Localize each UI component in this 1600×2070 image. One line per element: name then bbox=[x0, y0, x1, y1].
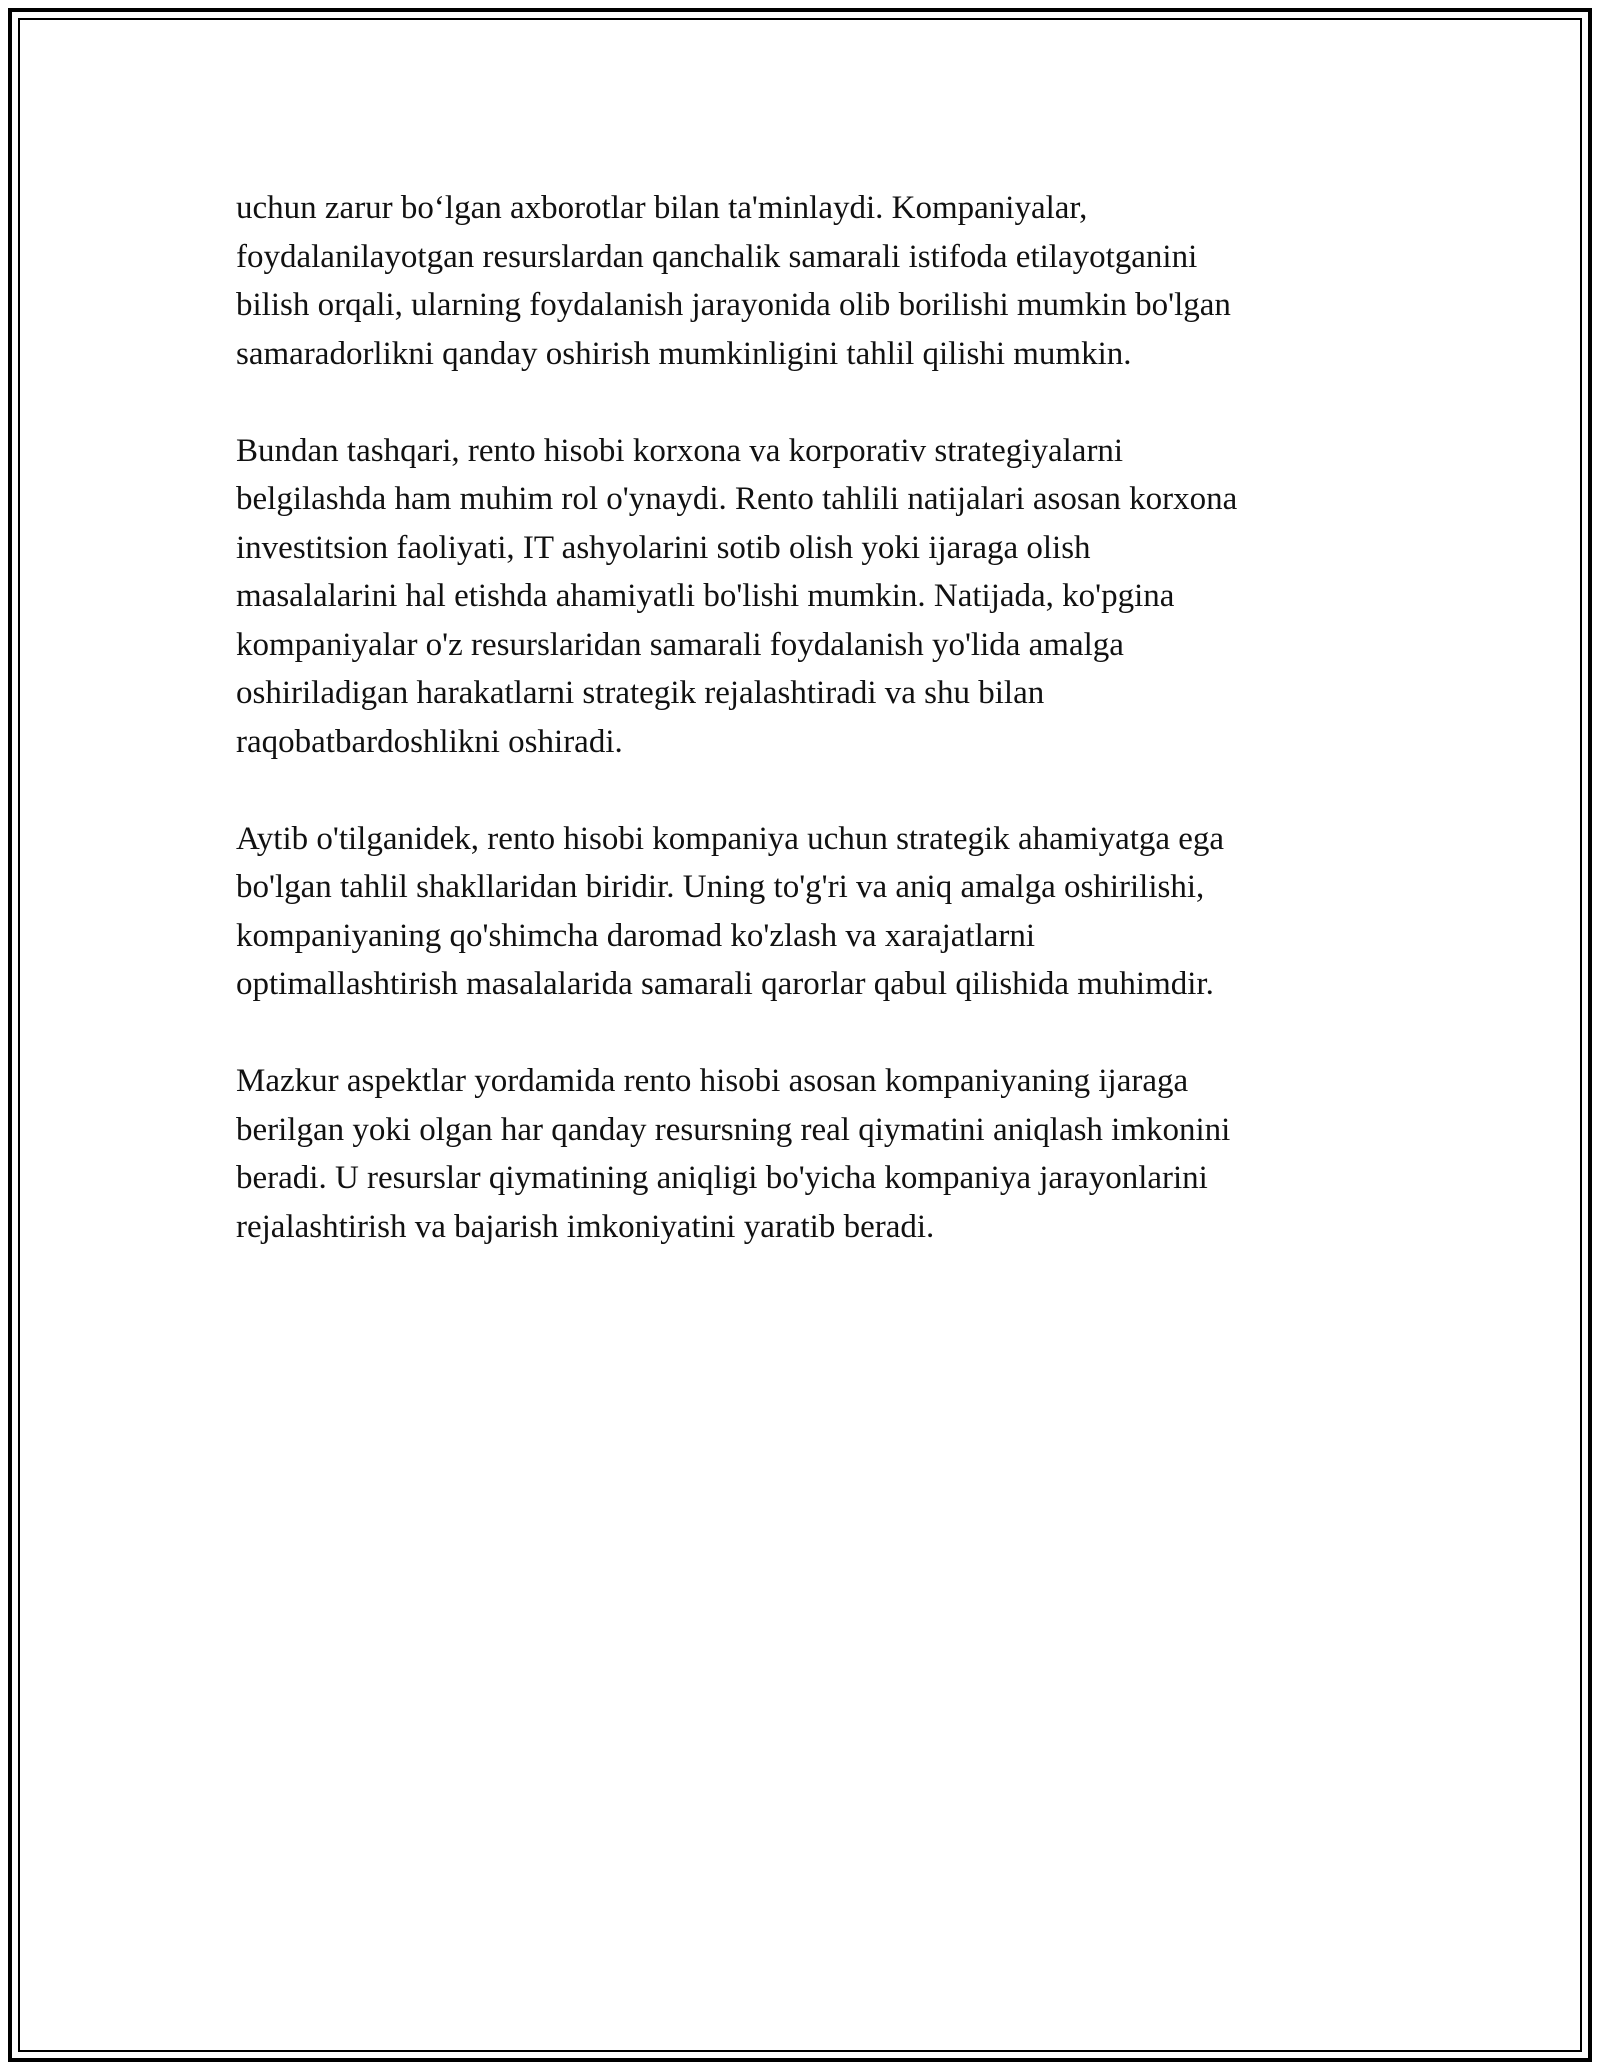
text-line: Bundan tashqari, rento hisobi korxona va korporativ strategiyalarni bbox=[236, 432, 1124, 469]
document-body bbox=[236, 184, 1376, 1300]
text-line: kompaniyaning qo'shimcha daromad ko'zlash va xarajatlarni bbox=[236, 917, 1036, 954]
text-line: bo'lgan tahlil shakllaridan biridir. Uning to'g'ri va aniq amalga oshirilishi, bbox=[236, 869, 1205, 905]
text-line: rejalashtirish va bajarish imkoniyatini yaratib beradi. bbox=[236, 1208, 935, 1245]
text-line: belgilashda ham muhim rol o'ynaydi. Rento tahlili natijalari asosan korxona bbox=[236, 481, 1238, 517]
text-line: samaradorlikni qanday oshirish mumkinligini tahlil qilishi mumkin. bbox=[236, 335, 1132, 372]
paragraph-4 bbox=[236, 1057, 1376, 1251]
paragraph-1 bbox=[236, 184, 1376, 378]
text-line: raqobatbardoshlikni oshiradi. bbox=[236, 723, 623, 760]
text-line: Mazkur aspektlar yordamida rento hisobi asosan kompaniyaning ijaraga bbox=[236, 1063, 1189, 1099]
text-line: investitsion faoliyati, IT ashyolarini sotib olish yoki ijaraga olish bbox=[236, 529, 1091, 566]
text-line: beradi. U resurslar qiymatining aniqligi bo'yicha kompaniya jarayonlarini bbox=[236, 1160, 1208, 1196]
text-line: oshiriladigan harakatlarni strategik rejalashtiradi va shu bilan bbox=[236, 675, 1045, 711]
text-line: bilish orqali, ularning foydalanish jarayonida olib borilishi mumkin bo'lgan bbox=[236, 287, 1231, 323]
text-line: foydalanilayotgan resurslardan qanchalik samarali istifoda etilayotganini bbox=[236, 238, 1198, 275]
paragraph-2 bbox=[236, 427, 1376, 767]
text-line: masalalarini hal etishda ahamiyatli bo'lishi mumkin. Natijada, ko'pgina bbox=[236, 578, 1175, 614]
text-line: kompaniyalar o'z resurslaridan samarali foydalanish yo'lida amalga bbox=[236, 626, 1124, 663]
text-line: optimallashtirish masalalarida samarali qarorlar qabul qilishida muhimdir. bbox=[236, 966, 1214, 1002]
paragraph-3 bbox=[236, 815, 1376, 1009]
text-line: berilgan yoki olgan har qanday resursning real qiymatini aniqlash imkonini bbox=[236, 1111, 1231, 1148]
text-line: uchun zarur boʻlgan axborotlar bilan ta'minlaydi. Kompaniyalar, bbox=[236, 190, 1088, 226]
text-line: Aytib o'tilganidek, rento hisobi kompaniya uchun strategik ahamiyatga ega bbox=[236, 820, 1225, 857]
